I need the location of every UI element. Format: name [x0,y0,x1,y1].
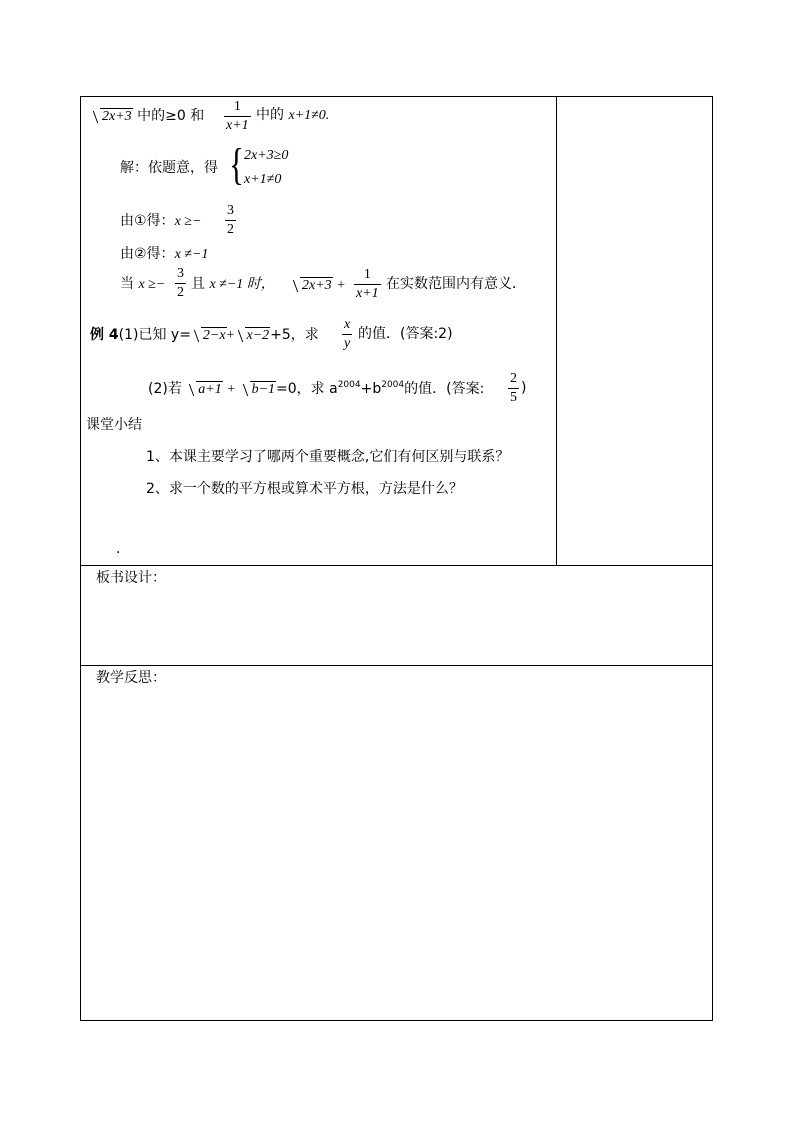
lesson-table [80,96,713,1021]
solution-intro: 解：依题意，得 [120,160,218,176]
system-brace: { [229,140,244,189]
column-divider [556,96,557,565]
row-divider-board [80,565,713,566]
frac-den: x+1 [226,118,249,133]
example-4-answer-1: 的值．(答案:2) [358,326,453,342]
system-eq-2: x+1≠0 [244,172,282,187]
conclusion-start: 当 x ≥− [120,276,166,292]
example-4-part2: (2)若 a+1 + b−1=0，求 $a^{2004}+b^{2004}$的值．(答案: [148,380,485,397]
frac-x-over-y: $\frac{x}{y}$ [344,317,351,351]
trailing-dot: . [116,541,121,557]
example-label: 例 4 [90,327,119,343]
condition-expr: x+1≠0. [288,108,330,123]
summary-title: 课堂小结 [86,417,142,433]
summary-question-2: 2、求一个数的平方根或算术平方根，方法是什么？ [146,481,463,497]
table-border-right [712,96,713,1021]
step-1: 由①得：x ≥− [120,213,202,229]
table-border-left [80,96,81,1021]
condition-line-tail [256,108,329,123]
table-border-bottom [80,1020,713,1021]
system-eq-1: 2x+3≥0 [244,148,289,163]
summary-question-1: 1、本课主要学习了哪两个重要概念,它们有何区别与联系？ [146,449,510,465]
frac-3-over-2: $\frac{3}{2}$ [227,203,234,237]
frac-3-over-2-b: $\frac{3}{2}$ [177,266,184,300]
step-2: 由②得：x ≠−1 [120,246,209,262]
board-design-label: 板书设计： [96,570,166,586]
sqrt-2x3: 2x+3 [91,108,133,124]
closing-paren: ) [521,380,527,396]
table-border-top [80,96,713,97]
row-divider-reflection [80,665,713,666]
text-fragment: 中的≥0 和 [137,108,205,124]
text-fragment: 中的 [256,107,284,123]
frac-1-over-x1-b: $\frac{1}{x+1}$ [356,267,379,301]
conclusion-mid: 且 x ≠−1 时， [191,276,275,292]
frac-num: 1 [233,99,241,114]
example-4-part1: 例 4(1)已知 y= 2−x+ x−2+5，求 [90,327,319,343]
frac-2-over-5: $\frac{2}{5}$ [510,371,517,405]
frac-1-over-x1 [222,100,253,133]
teaching-reflection-label: 教学反思： [96,670,166,686]
conclusion-expr: 2x+3 + [290,277,345,293]
condition-line [90,108,204,124]
conclusion-end: 在实数范围内有意义． [386,276,526,292]
